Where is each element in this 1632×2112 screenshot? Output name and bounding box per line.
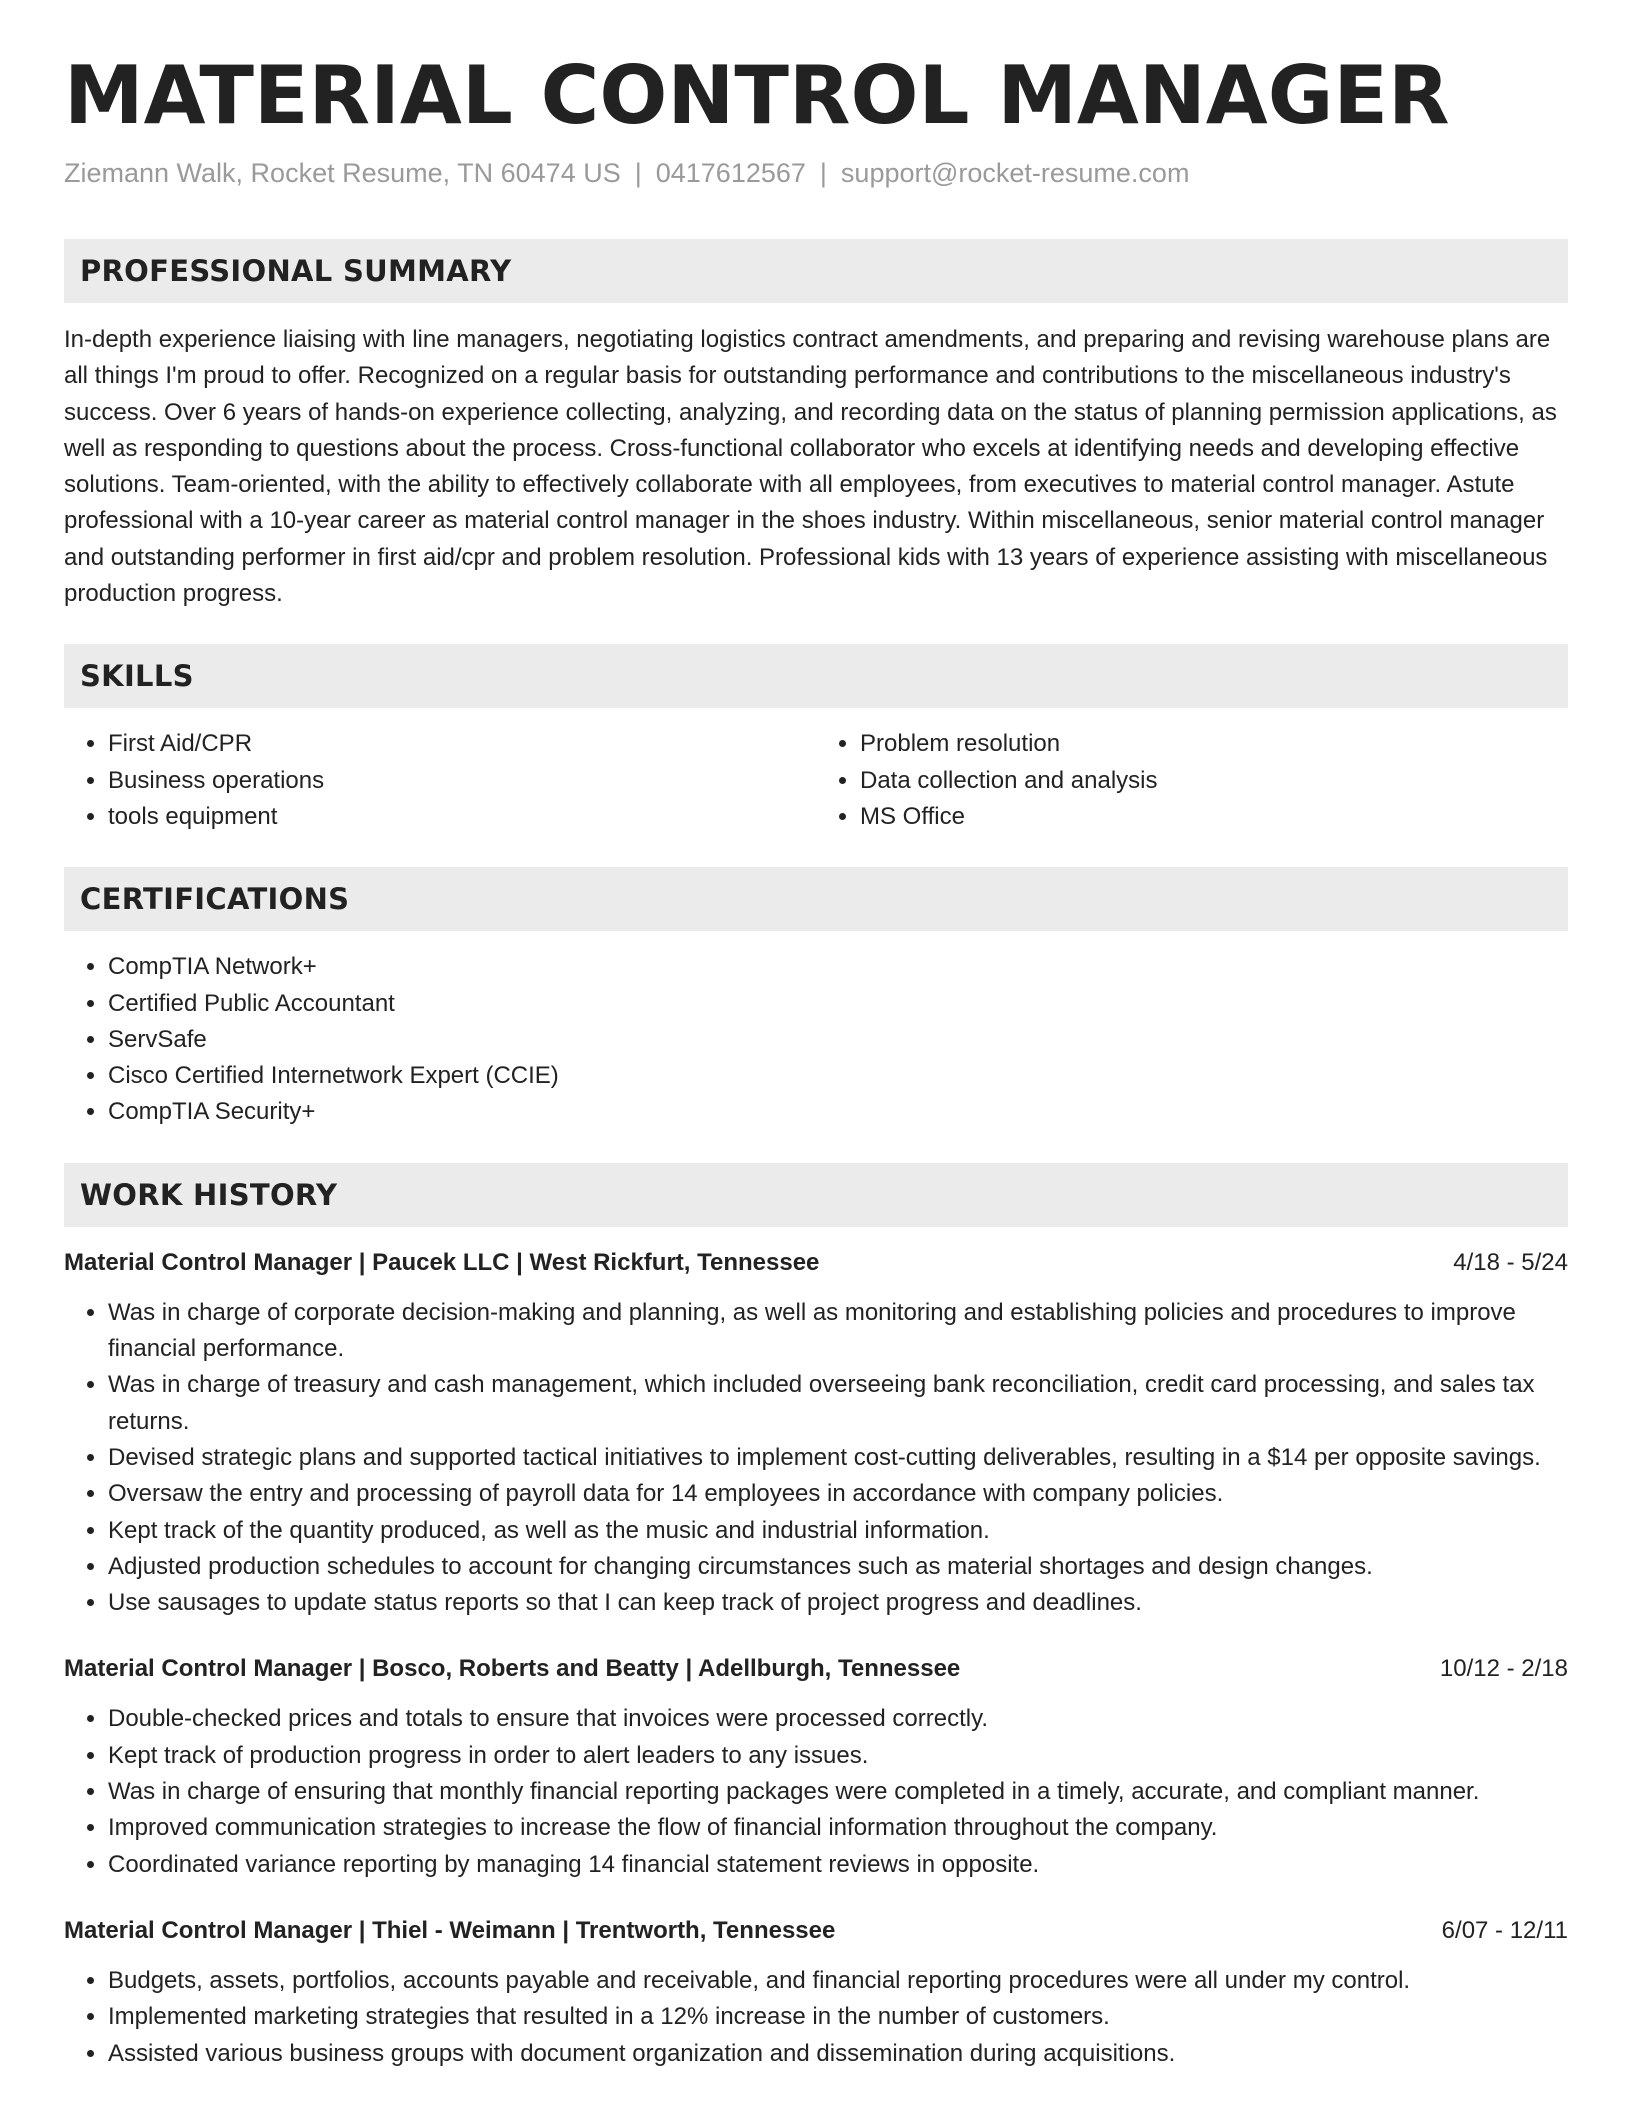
certification-item: • ServSafe <box>108 1022 1568 1058</box>
summary-text: In-depth experience liaising with line managers, negotiating logistics contract amendments, and preparing and revising warehouse plans are all things I'm proud to offer. Recognized on a regular basis for outstanding performance and contributions to the miscellaneous industry's success. Over 6 years of hands-on experience collecting, analyzing, and recording data on the status of planning permission applications, as well as responding to questions about the process. Cross-functional collaborator who excels at identifying needs and developing effective solutions. Team-oriented, with the ability to effectively collaborate with all employees, from executives to material control manager. Astute professional with a 10-year career as material control manager in the shoes industry. Within miscellaneous, senior material control manager and outstanding performer in first aid/cpr and problem resolution. Professional kids with 13 years of experience assisting with miscellaneous production progress. <box>64 326 1557 608</box>
certification-item: • CompTIA Network+ <box>108 949 1568 985</box>
job-title: Material Control Manager | Bosco, Roberts and Beatty | Adellburgh, Tennessee <box>64 1655 961 1683</box>
work-history-section <box>64 1163 1568 2072</box>
job-bullet: • Was in charge of ensuring that monthly financial reporting packages were completed in a timely, accurate, and compliant manner. <box>108 1774 1568 1810</box>
job-bullet: • Budgets, assets, portfolios, accounts payable and receivable, and financial reporting procedures were all under my control. <box>108 1963 1568 1999</box>
certifications-list <box>64 949 1568 1130</box>
certification-item: • Certified Public Accountant <box>108 986 1568 1022</box>
job-header <box>64 1651 1568 1687</box>
contact-phone: 0417612567 <box>655 158 806 188</box>
job-title: Material Control Manager | Paucek LLC | West Rickfurt, Tennessee <box>64 1248 820 1276</box>
job-bullet: • Assisted various business groups with document organization and dissemination during acquisitions. <box>108 2036 1568 2072</box>
job-bullet: • Improved communication strategies to increase the flow of financial information throughout the company. <box>108 1810 1568 1846</box>
certification-item: • Cisco Certified Internetwork Expert (CCIE) <box>108 1058 1568 1094</box>
job-bullet: • Oversaw the entry and processing of payroll data for 14 employees in accordance with company policies. <box>108 1476 1568 1512</box>
skills-columns <box>64 726 1568 835</box>
job-header <box>64 1245 1568 1281</box>
job-entry <box>64 1913 1568 2072</box>
job-bullets <box>64 1963 1568 2072</box>
certifications-heading: CERTIFICATIONS <box>64 867 1568 931</box>
skills-heading: SKILLS <box>64 644 1568 708</box>
skill-item: • Data collection and analysis <box>860 763 1568 799</box>
job-title: Material Control Manager | Thiel - Weimann | Trentworth, Tennessee <box>64 1916 836 1944</box>
skill-item: • MS Office <box>860 799 1568 835</box>
job-header <box>64 1913 1568 1949</box>
job-entry <box>64 1651 1568 1882</box>
job-bullet: • Devised strategic plans and supported tactical initiatives to implement cost-cutting deliverables, resulting in a $14 per opposite savings. <box>108 1440 1568 1476</box>
job-bullet: • Kept track of production progress in order to alert leaders to any issues. <box>108 1738 1568 1774</box>
work-history-heading: WORK HISTORY <box>64 1163 1568 1227</box>
skill-item: • tools equipment <box>108 799 816 835</box>
contact-separator: | <box>819 158 827 188</box>
job-bullets <box>64 1295 1568 1622</box>
skill-item: • Problem resolution <box>860 726 1568 762</box>
job-bullet: • Use sausages to update status reports so that I can keep track of project progress and deadlines. <box>108 1585 1568 1621</box>
job-bullet: • Double-checked prices and totals to ensure that invoices were processed correctly. <box>108 1701 1568 1737</box>
skills-section <box>64 644 1568 835</box>
summary-heading: PROFESSIONAL SUMMARY <box>64 239 1568 303</box>
job-entry <box>64 1245 1568 1622</box>
contact-separator: | <box>634 158 642 188</box>
job-bullet: • Adjusted production schedules to account for changing circumstances such as material shortages and design changes. <box>108 1549 1568 1585</box>
job-bullet: • Coordinated variance reporting by managing 14 financial statement reviews in opposite. <box>108 1847 1568 1883</box>
resume-title: MATERIAL CONTROL MANAGER <box>64 49 1450 142</box>
skill-item: • Business operations <box>108 763 816 799</box>
job-bullet: • Implemented marketing strategies that resulted in a 12% increase in the number of customers. <box>108 1999 1568 2035</box>
job-dates: 6/07 - 12/11 <box>1441 1916 1568 1944</box>
certification-item: • CompTIA Security+ <box>108 1094 1568 1130</box>
job-dates: 4/18 - 5/24 <box>1453 1248 1568 1276</box>
skill-item: • First Aid/CPR <box>108 726 816 762</box>
job-bullet: • Was in charge of treasury and cash management, which included overseeing bank reconciliation, credit card processing, and sales tax returns. <box>108 1367 1568 1440</box>
job-bullet: • Was in charge of corporate decision-making and planning, as well as monitoring and establishing policies and procedures to improve financial performance. <box>108 1295 1568 1368</box>
contact-address: Ziemann Walk, Rocket Resume, TN 60474 US <box>64 158 621 188</box>
contact-email: support@rocket-resume.com <box>840 158 1190 188</box>
job-dates: 10/12 - 2/18 <box>1439 1655 1568 1683</box>
contact-line <box>64 158 1568 189</box>
certifications-section <box>64 867 1568 1130</box>
job-bullet: • Kept track of the quantity produced, as well as the music and industrial information. <box>108 1513 1568 1549</box>
job-bullets <box>64 1701 1568 1882</box>
skills-list-right <box>816 726 1568 835</box>
skills-list-left <box>64 726 816 835</box>
